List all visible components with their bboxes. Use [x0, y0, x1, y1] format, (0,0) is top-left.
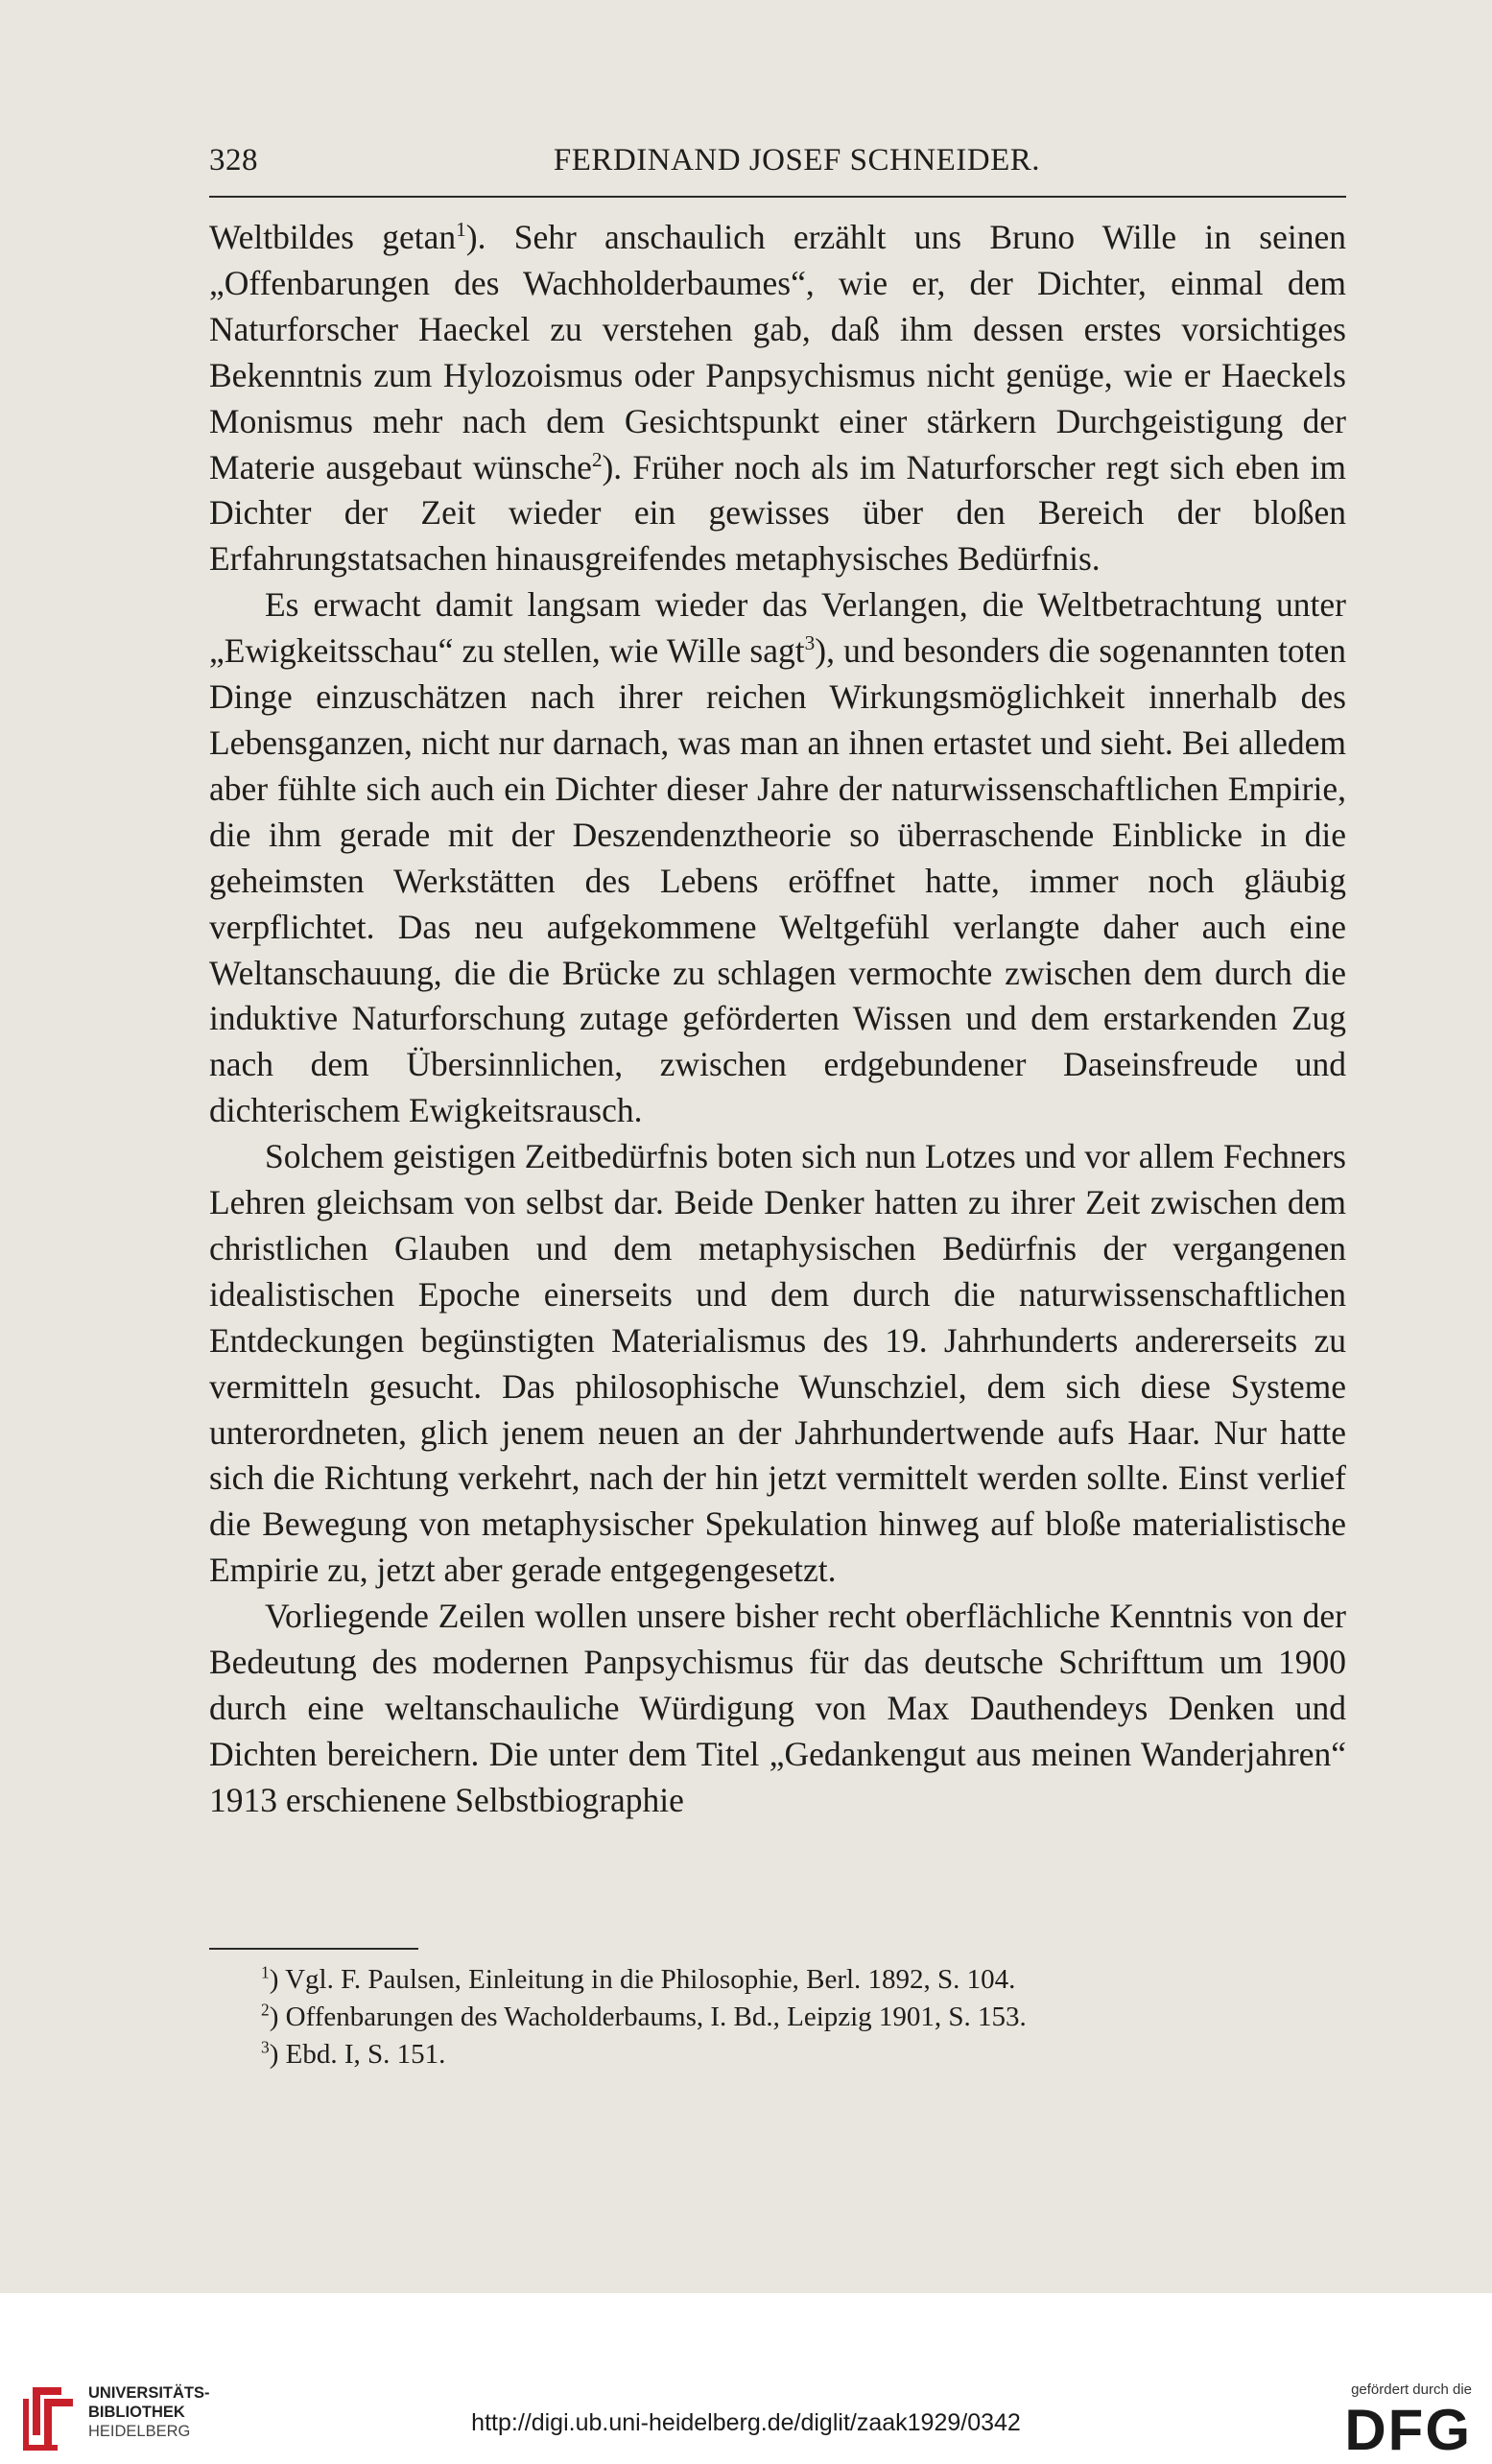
footnote-text: Offenbarungen des Wacholderbaums, I. Bd., Leipzig 1901, S. 153. [285, 2002, 1027, 2032]
footnote-mark: 2 [261, 2000, 270, 2020]
header-rule [209, 196, 1346, 198]
footnote: $^3$) Ebd. I, S. 151. [261, 2037, 446, 2070]
body-paragraph [209, 1594, 1346, 1824]
body-paragraph [209, 582, 1346, 1134]
footnote-rule [209, 1948, 418, 1950]
body-text [209, 215, 1346, 1824]
viewer-footer [0, 2293, 1492, 2464]
footnote-mark: 1 [261, 1962, 270, 1982]
footnote-text: Vgl. F. Paulsen, Einleitung in die Philosophie, Berl. 1892, S. 104. [285, 1964, 1016, 1995]
text-run: Weltbildes getan [209, 218, 457, 256]
library-line: BIBLIOTHEK [88, 2404, 185, 2421]
page-number: 328 [209, 143, 258, 178]
footnote-reference: 1 [456, 218, 466, 242]
funding-note: gefördert durch die [1351, 2381, 1472, 2398]
footnote-text: Ebd. I, S. 151. [285, 2039, 446, 2070]
permalink-url[interactable]: http://digi.ub.uni-heidelberg.de/diglit/zaak1929/0342 [471, 2409, 1021, 2436]
text-run: Vorliegende Zeilen wollen unsere bisher recht oberflächliche Kenntnis von der Bedeutung des modernen Panpsychismus für das deutsche Schrifttum um 1900 durch eine weltanschauliche Würdigung von Max Dauthendeys Denken und Dichten bereichern. Die unter dem Titel „Gedankengut aus meinen Wanderjahren“ 1913 erschienene Selbstbiographie [209, 1597, 1346, 1819]
running-title: FERDINAND JOSEF SCHNEIDER. [553, 143, 1041, 178]
body-paragraph [209, 1134, 1346, 1594]
footnote-mark: 3 [261, 2037, 270, 2057]
dfg-logo: DFG [1344, 2398, 1472, 2462]
text-run: ). Sehr anschaulich erzählt uns Bruno Wille in seinen „Offenbarungen des Wachholderbaumes“, wie er, der Dichter, einmal dem Naturforscher Haeckel zu verstehen gab, daß ihm dessen erstes vorsichtiges Bekenntnis zum Hylozoismus oder Panpsychismus nicht genüge, wie er Haeckels Monismus mehr nach dem Gesichtspunkt einer stärkern Durchgeistigung der Materie ausgebaut wünsche [209, 218, 1346, 486]
text-run: Solchem geistigen Zeitbedürfnis boten sich nun Lotzes und vor allem Fechners Lehren gleichsam von selbst dar. Beide Denker hatten zu ihrer Zeit zwischen dem christlichen Glauben und dem metaphysischen Bedürfnis der vergangenen idealistischen Epoche einerseits und dem durch die naturwissenschaftlichen Entdeckungen begünstigten Materialismus des 19. Jahrhunderts andererseits zu vermitteln gesucht. Das philosophische Wunschziel, dem sich diese Systeme unterordneten, glich jenem neuen an der Jahrhundertwende aufs Haar. Nur hatte sich die Richtung verkehrt, nach der hin jetzt vermittelt werden sollte. Einst verlief die Bewegung von metaphysischer Spekulation hinweg auf bloße materialistische Empirie zu, jetzt aber gerade entgegengesetzt. [209, 1137, 1346, 1590]
text-run: ), und besonders die sogenannten toten Dinge einzuschätzen nach ihrer reichen Wirkungsmöglichkeit innerhalb des Lebensganzen, nicht nur darnach, was man an ihnen ertastet und sieht. Bei alledem aber fühlte sich auch ein Dichter dieser Jahre der naturwissenschaftlichen Empirie, die ihm gerade mit der Deszendenztheorie so überraschende Einblicke in die geheimsten Werkstätten des Lebens eröffnet hatte, immer noch gläubig verpflichtet. Das neu aufgekommene Weltgefühl verlangte daher auch eine Weltanschauung, die die Brücke zu schlagen vermochte zwischen dem durch die induktive Naturforschung zutage geförderten Wissen und dem erstarkenden Zug nach dem Übersinnlichen, zwischen erdgebundener Daseinsfreude und dichterischem Ewigkeitsrausch. [209, 631, 1347, 1130]
footnotes [261, 1961, 1316, 2073]
running-header [209, 137, 1346, 183]
footnote-reference: 2 [591, 447, 603, 471]
footnote: $^2$) Offenbarungen des Wacholderbaums, I. Bd., Leipzig 1901, S. 153. [261, 2000, 1027, 2032]
text-run: ). Früher noch als im Naturforscher regt sich eben im Dichter der Zeit wieder ein gewisses über den Bereich der bloßen Erfahrungstatsachen hinausgreifendes metaphysisches Bedürfnis. [209, 447, 1346, 579]
text-run: Es erwacht damit langsam wieder das Verlangen, die Weltbetrachtung unter „Ewigkeitsschau“ zu stellen, wie Wille sagt [209, 585, 1346, 671]
body-paragraph [209, 215, 1346, 582]
footnote: $^1$) Vgl. F. Paulsen, Einleitung in die Philosophie, Berl. 1892, S. 104. [261, 1962, 1016, 1995]
library-line: HEIDELBERG [88, 2423, 191, 2440]
footnote-reference: 3 [804, 631, 816, 655]
library-line: UNIVERSITÄTS- [88, 2384, 210, 2402]
